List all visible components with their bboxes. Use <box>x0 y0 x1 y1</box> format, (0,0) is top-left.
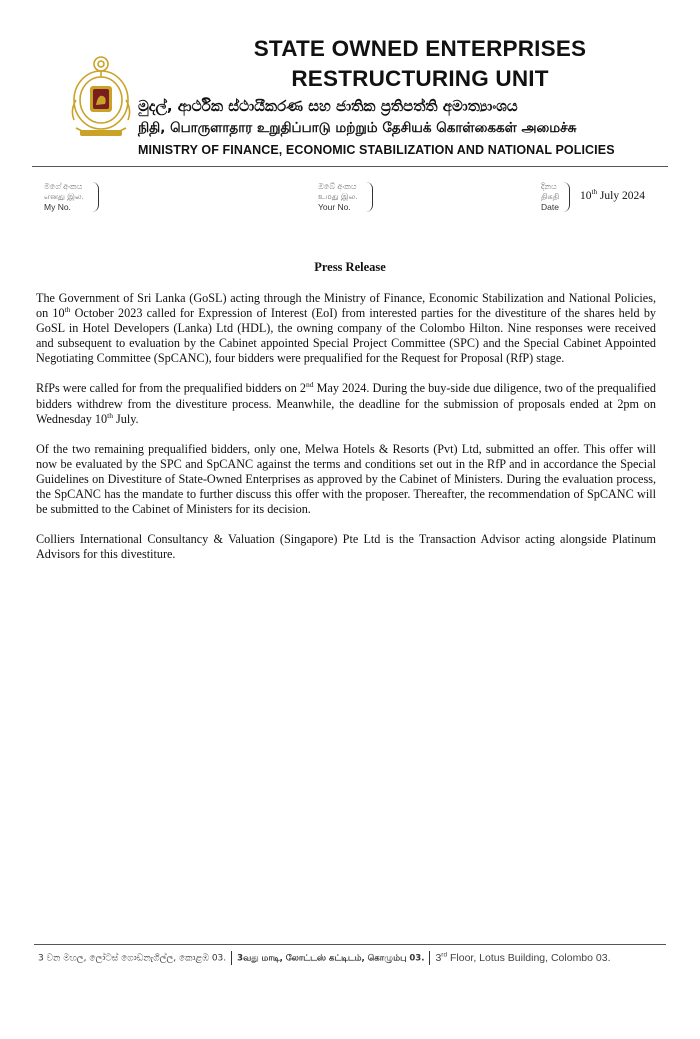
press-release-body <box>36 291 656 577</box>
paragraph-4: Colliers International Consultancy & Valuation (Singapore) Pte Ltd is the Transaction Advisor acting alongside Platinum Advisors for this divestiture. <box>36 532 656 562</box>
ministry-name-sinhala: මුදල්, ආර්ථික ස්ථායීකරණ සහ ජාතික ප්‍රතිපත්ති අමාත්‍යාංශය <box>138 97 518 115</box>
your-number-label: Your No. <box>318 202 351 212</box>
ministry-name-tamil: நிதி, பொருளாதார உறுதிப்பாடு மற்றும் தேசியக் கொள்கைகள் அமைச்சு <box>138 120 577 136</box>
date-label-tamil: திகதி <box>541 192 560 201</box>
date-label-sinhala: දිනය <box>541 182 557 191</box>
my-number-label: My No. <box>44 202 71 212</box>
footer-address-tamil: 3வது மாடி, லோட்டஸ் கட்டிடம், கொழும்பு 03. <box>237 953 425 964</box>
date-label: Date <box>541 202 559 212</box>
date-field <box>541 182 559 212</box>
footer-address-sinhala: 3 වන මහල, ලෝටස් ගොඩනැගිල්ල, කොළඹ 03. <box>38 953 227 964</box>
my-number-label-sinhala: මගේ අංකය <box>44 182 83 191</box>
date-value: 10th July 2024 <box>580 188 645 202</box>
press-release-title: Press Release <box>314 260 386 274</box>
paragraph-1: The Government of Sri Lanka (GoSL) acting through the Ministry of Finance, Economic Stabilization and National Policies, on 10th October 2023 called for Expression of Interest (EoI) from interested parties for the divestiture of the shares held by GoSL in Hotel Developers (Lanka) Ltd (HDL), the owning company of the Colombo Hilton. Nine responses were received and subsequent to evaluation by the Cabinet appointed Special Project Committee (SPC) and the Special Cabinet Appointed Negotiating Committee (SpCANC), four bidders were prequalified for the Request for Proposal (RfP) stage. <box>36 291 657 366</box>
header-divider <box>32 166 668 167</box>
your-number-brace <box>366 182 373 212</box>
my-number-brace <box>92 182 99 212</box>
header-title-line2: RESTRUCTURING UNIT <box>291 66 549 91</box>
ministry-name-english: MINISTRY OF FINANCE, ECONOMIC STABILIZATION AND NATIONAL POLICIES <box>138 143 615 157</box>
your-number-label-tamil: உமது இல. <box>318 192 358 201</box>
your-number-label-sinhala: ඔබේ අංකය <box>318 182 357 191</box>
your-number-field <box>318 182 358 212</box>
my-number-label-tamil: எனது இல. <box>44 192 84 201</box>
footer-divider <box>34 944 666 945</box>
my-number-field <box>44 182 84 212</box>
paragraph-2: RfPs were called for from the prequalified bidders on 2nd May 2024. During the buy-side due diligence, two of the prequalified bidders withdrew from the divestiture process. Meanwhile, the deadline for the submission of proposals ended at 2pm on Wednesday 10th July. <box>36 380 657 426</box>
sri-lanka-emblem-icon <box>68 50 134 142</box>
footer-address <box>38 951 611 965</box>
header-title-line1: STATE OWNED ENTERPRISES <box>253 36 587 61</box>
footer-address-english: 3rd Floor, Lotus Building, Colombo 03. <box>435 951 611 964</box>
paragraph-3: Of the two remaining prequalified bidders, only one, Melwa Hotels & Resorts (Pvt) Ltd, submitted an offer. This offer will now be evaluated by the SPC and SpCANC against the terms and conditions set out in the RfP and in accordance the Special Guidelines on Divestiture of State-Owned Enterprises as approved by the Cabinet of Ministers. During the evaluation process, the SpCANC has the mandate to further discuss this offer with the proposer. Thereafter, the recommendation of SpCANC will be submitted to the Cabinet of Ministers for its decision. <box>36 441 656 517</box>
date-brace <box>563 182 570 212</box>
